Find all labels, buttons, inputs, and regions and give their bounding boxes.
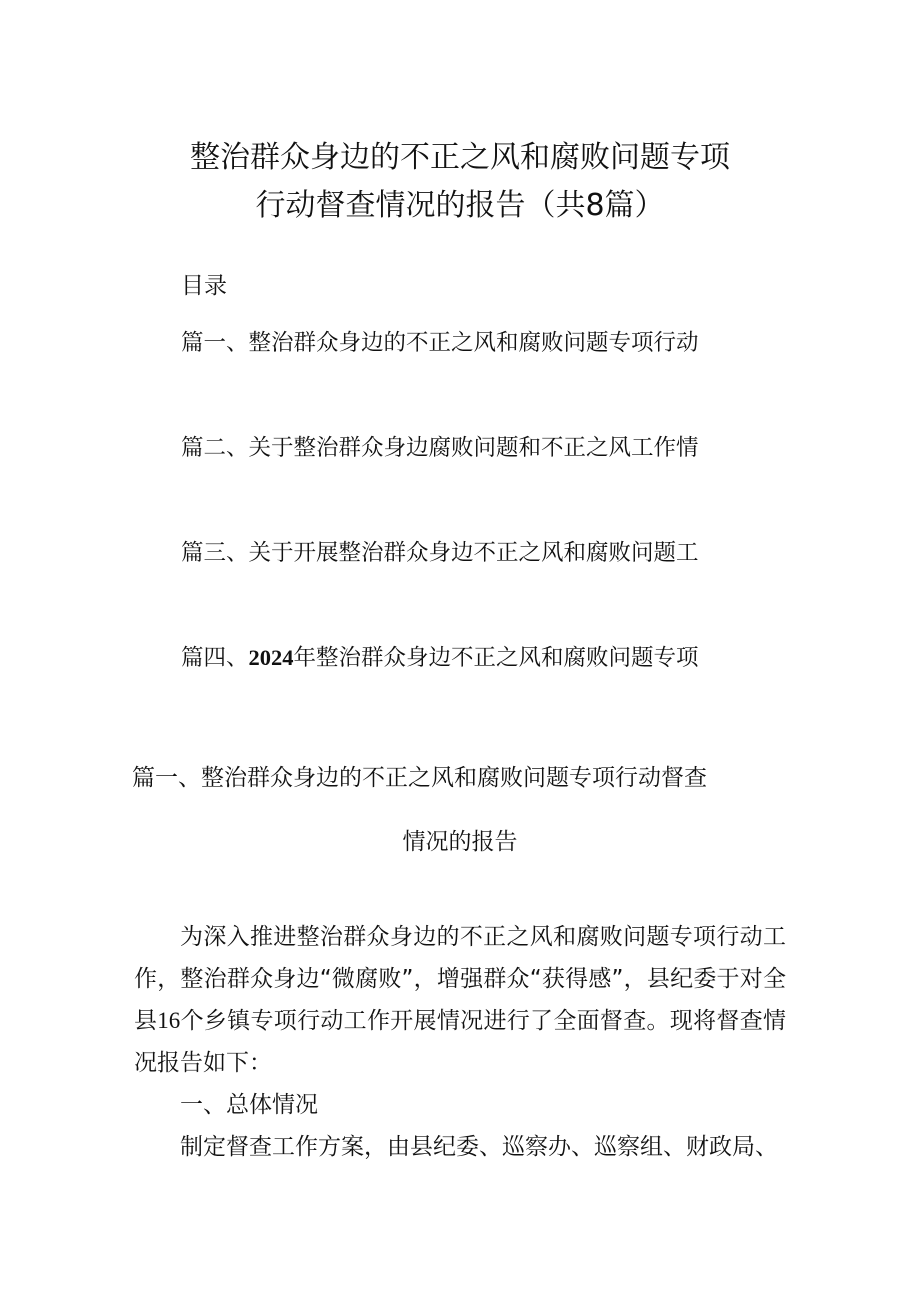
paragraph-1-text-b: 个乡镇专项行动工作开展情况进行了全面督查。现将督查情况报告如下： bbox=[134, 1008, 787, 1076]
toc-item-3[interactable] bbox=[181, 537, 699, 569]
section-title-line-2: 情况的报告 bbox=[402, 829, 518, 855]
toc-item-3-label: 篇三、关于开展整治群众身边不正之风和腐败问题工 bbox=[181, 540, 699, 566]
document-title-line-2: 行动督查情况的报告（共8篇） bbox=[255, 188, 665, 223]
toc-item-4-prefix: 篇四、 bbox=[181, 645, 249, 671]
section-title-line-1: 篇一、整治群众身边的不正之风和腐败问题专项行动督查 bbox=[132, 765, 707, 791]
paragraph-1 bbox=[134, 916, 786, 1084]
document-title-line-1: 整治群众身边的不正之风和腐败问题专项 bbox=[190, 140, 730, 175]
toc-item-4[interactable] bbox=[181, 642, 699, 674]
toc-item-4-year: 2024 bbox=[248, 645, 294, 670]
document-title bbox=[120, 134, 800, 230]
heading-overall-situation: 一、总体情况 bbox=[180, 1092, 318, 1118]
paragraph-1-text-a: 为深入推进整治群众身边的不正之风和腐败问题专项行动工作，整治群众身边“微腐败”，增强群众“获得感”，县纪委于对全县 bbox=[134, 924, 786, 1034]
paragraph-1-number: 16 bbox=[157, 1008, 181, 1033]
toc-item-2-label: 篇二、关于整治群众身边腐败问题和不正之风工作情 bbox=[181, 435, 699, 461]
toc-item-1-label: 篇一、整治群众身边的不正之风和腐败问题专项行动 bbox=[181, 330, 699, 356]
toc-item-2[interactable] bbox=[181, 432, 699, 464]
paragraph-2: 制定督查工作方案，由县纪委、巡察办、巡察组、财政局、 bbox=[180, 1134, 778, 1160]
body-text bbox=[134, 916, 786, 1168]
toc-item-1[interactable] bbox=[181, 327, 699, 359]
toc-heading: 目录 bbox=[181, 273, 227, 299]
toc-item-4-suffix: 年整治群众身边不正之风和腐败问题专项 bbox=[293, 645, 699, 671]
